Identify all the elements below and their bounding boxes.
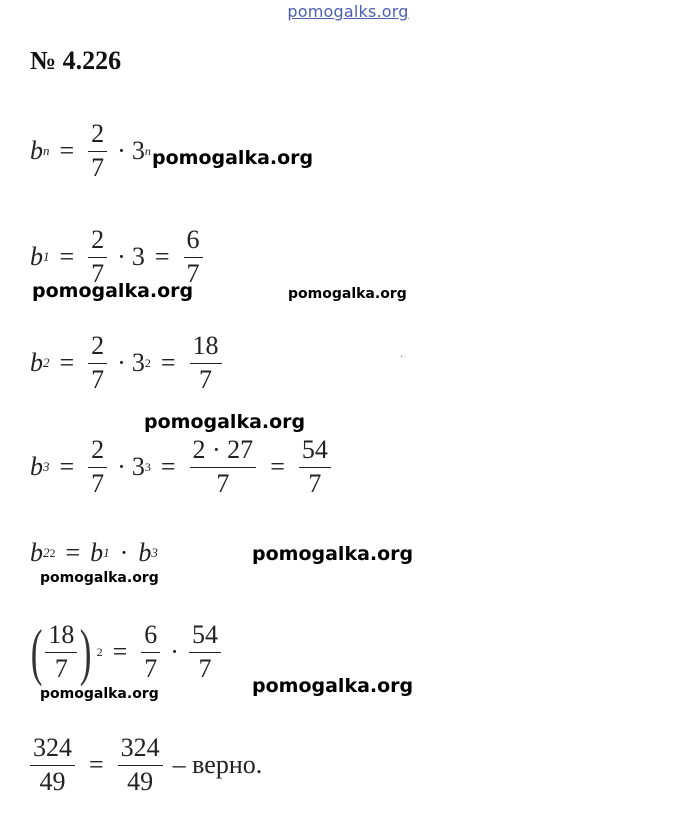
exponent: 2 <box>144 355 151 370</box>
left-paren: ( <box>30 616 43 687</box>
sub-1: 1 <box>103 545 110 560</box>
equals-sign: = <box>154 242 170 272</box>
fraction <box>30 734 75 796</box>
equation-geometric-mean <box>30 538 158 568</box>
fraction-numerator: 54 <box>299 436 331 468</box>
equals-sign: = <box>59 348 75 378</box>
fraction-numerator: 54 <box>189 621 221 653</box>
equals-sign: = <box>160 348 176 378</box>
equals-sign: = <box>59 242 75 272</box>
sub-2: 2 <box>43 545 50 560</box>
base: 3 <box>131 136 145 166</box>
fraction-denominator: 7 <box>91 152 105 182</box>
sub-n: n <box>43 143 50 159</box>
fraction-denominator: 49 <box>127 766 154 796</box>
watermark: pomogalka.org <box>40 686 159 702</box>
fraction-numerator: 2 <box>88 226 107 258</box>
fraction <box>88 226 107 288</box>
exponent: 2 <box>96 644 103 659</box>
middle-fraction <box>190 436 257 498</box>
fraction-denominator: 7 <box>308 468 322 498</box>
base: 3 <box>131 452 145 482</box>
base: 3 <box>131 348 145 378</box>
fraction <box>189 621 221 683</box>
fraction <box>141 621 160 683</box>
watermark: pomogalka.org <box>40 570 159 586</box>
fraction-denominator: 7 <box>91 364 105 394</box>
fraction-numerator: 324 <box>118 734 163 766</box>
fraction-denominator: 7 <box>198 653 212 683</box>
var-b: b <box>90 538 104 567</box>
var-b: b <box>30 452 43 482</box>
dot-operator: · <box>170 637 179 666</box>
fraction-numerator: 6 <box>184 226 203 258</box>
dot-operator: · <box>117 136 126 166</box>
equals-sign: = <box>270 452 285 482</box>
fraction-numerator: 324 <box>30 734 75 766</box>
verdict-text: – верно. <box>172 750 263 780</box>
equation-b1 <box>30 226 207 288</box>
problem-title: № 4.226 <box>30 46 122 75</box>
fraction-denominator: 7 <box>144 653 158 683</box>
dot-operator: · <box>117 348 126 378</box>
var-b: b <box>138 538 152 567</box>
result-fraction <box>184 226 203 288</box>
dot-operator: · <box>117 242 126 272</box>
equals-sign: = <box>59 452 75 482</box>
equals-sign: = <box>89 750 104 780</box>
dot-operator: · <box>119 538 129 567</box>
fraction-numerator: 6 <box>141 621 160 653</box>
fraction-denominator: 7 <box>199 364 213 394</box>
result-fraction <box>299 436 331 498</box>
equation-verified <box>30 734 262 796</box>
fraction <box>88 120 107 182</box>
equals-sign: = <box>65 538 81 567</box>
stray-mark: · <box>400 352 404 363</box>
fraction-denominator: 7 <box>54 653 68 683</box>
watermark: pomogalka.org <box>152 147 314 169</box>
sub-3: 3 <box>43 459 50 475</box>
fraction-denominator: 7 <box>186 258 200 288</box>
result-fraction <box>190 332 222 394</box>
fraction-numerator: 2 <box>88 436 107 468</box>
fraction-denominator: 49 <box>39 766 66 796</box>
watermark: pomogalka.org <box>144 411 306 433</box>
site-link[interactable]: pomogalks.org <box>287 2 409 21</box>
var-b: b <box>30 348 43 378</box>
var-b: b <box>30 538 43 567</box>
var-b: b <box>30 136 43 166</box>
exponent: 3 <box>144 459 151 474</box>
var-b: b <box>30 242 43 272</box>
watermark: pomogalka.org <box>252 543 414 565</box>
fraction-numerator: 18 <box>190 332 222 364</box>
equals-sign: = <box>160 452 176 482</box>
fraction-denominator: 7 <box>216 468 230 498</box>
fraction <box>88 436 107 498</box>
equation-check <box>26 616 225 687</box>
dot-operator: · <box>117 452 126 482</box>
watermark: pomogalka.org <box>288 286 407 302</box>
exponent: n <box>144 143 151 158</box>
fraction <box>118 734 163 796</box>
fraction-denominator: 7 <box>91 468 105 498</box>
sub-2: 2 <box>43 355 50 371</box>
sub-3: 3 <box>151 545 158 560</box>
equation-b3 <box>30 436 335 498</box>
equation-bn <box>30 120 151 182</box>
equation-b2 <box>30 332 226 394</box>
fraction <box>45 621 77 683</box>
fraction-numerator: 18 <box>45 621 77 653</box>
fraction-numerator: 2 <box>88 332 107 364</box>
watermark: pomogalka.org <box>252 675 414 697</box>
sub-1: 1 <box>43 249 50 265</box>
exponent: 2 <box>49 545 56 560</box>
fraction-numerator: 2 · 27 <box>190 436 257 468</box>
base: 3 <box>131 242 145 272</box>
fraction <box>88 332 107 394</box>
fraction-numerator: 2 <box>88 120 107 152</box>
fraction-denominator: 7 <box>91 258 105 288</box>
equals-sign: = <box>112 637 128 666</box>
right-paren: ) <box>80 616 92 687</box>
equals-sign: = <box>59 136 75 166</box>
watermark: pomogalka.org <box>32 280 194 302</box>
